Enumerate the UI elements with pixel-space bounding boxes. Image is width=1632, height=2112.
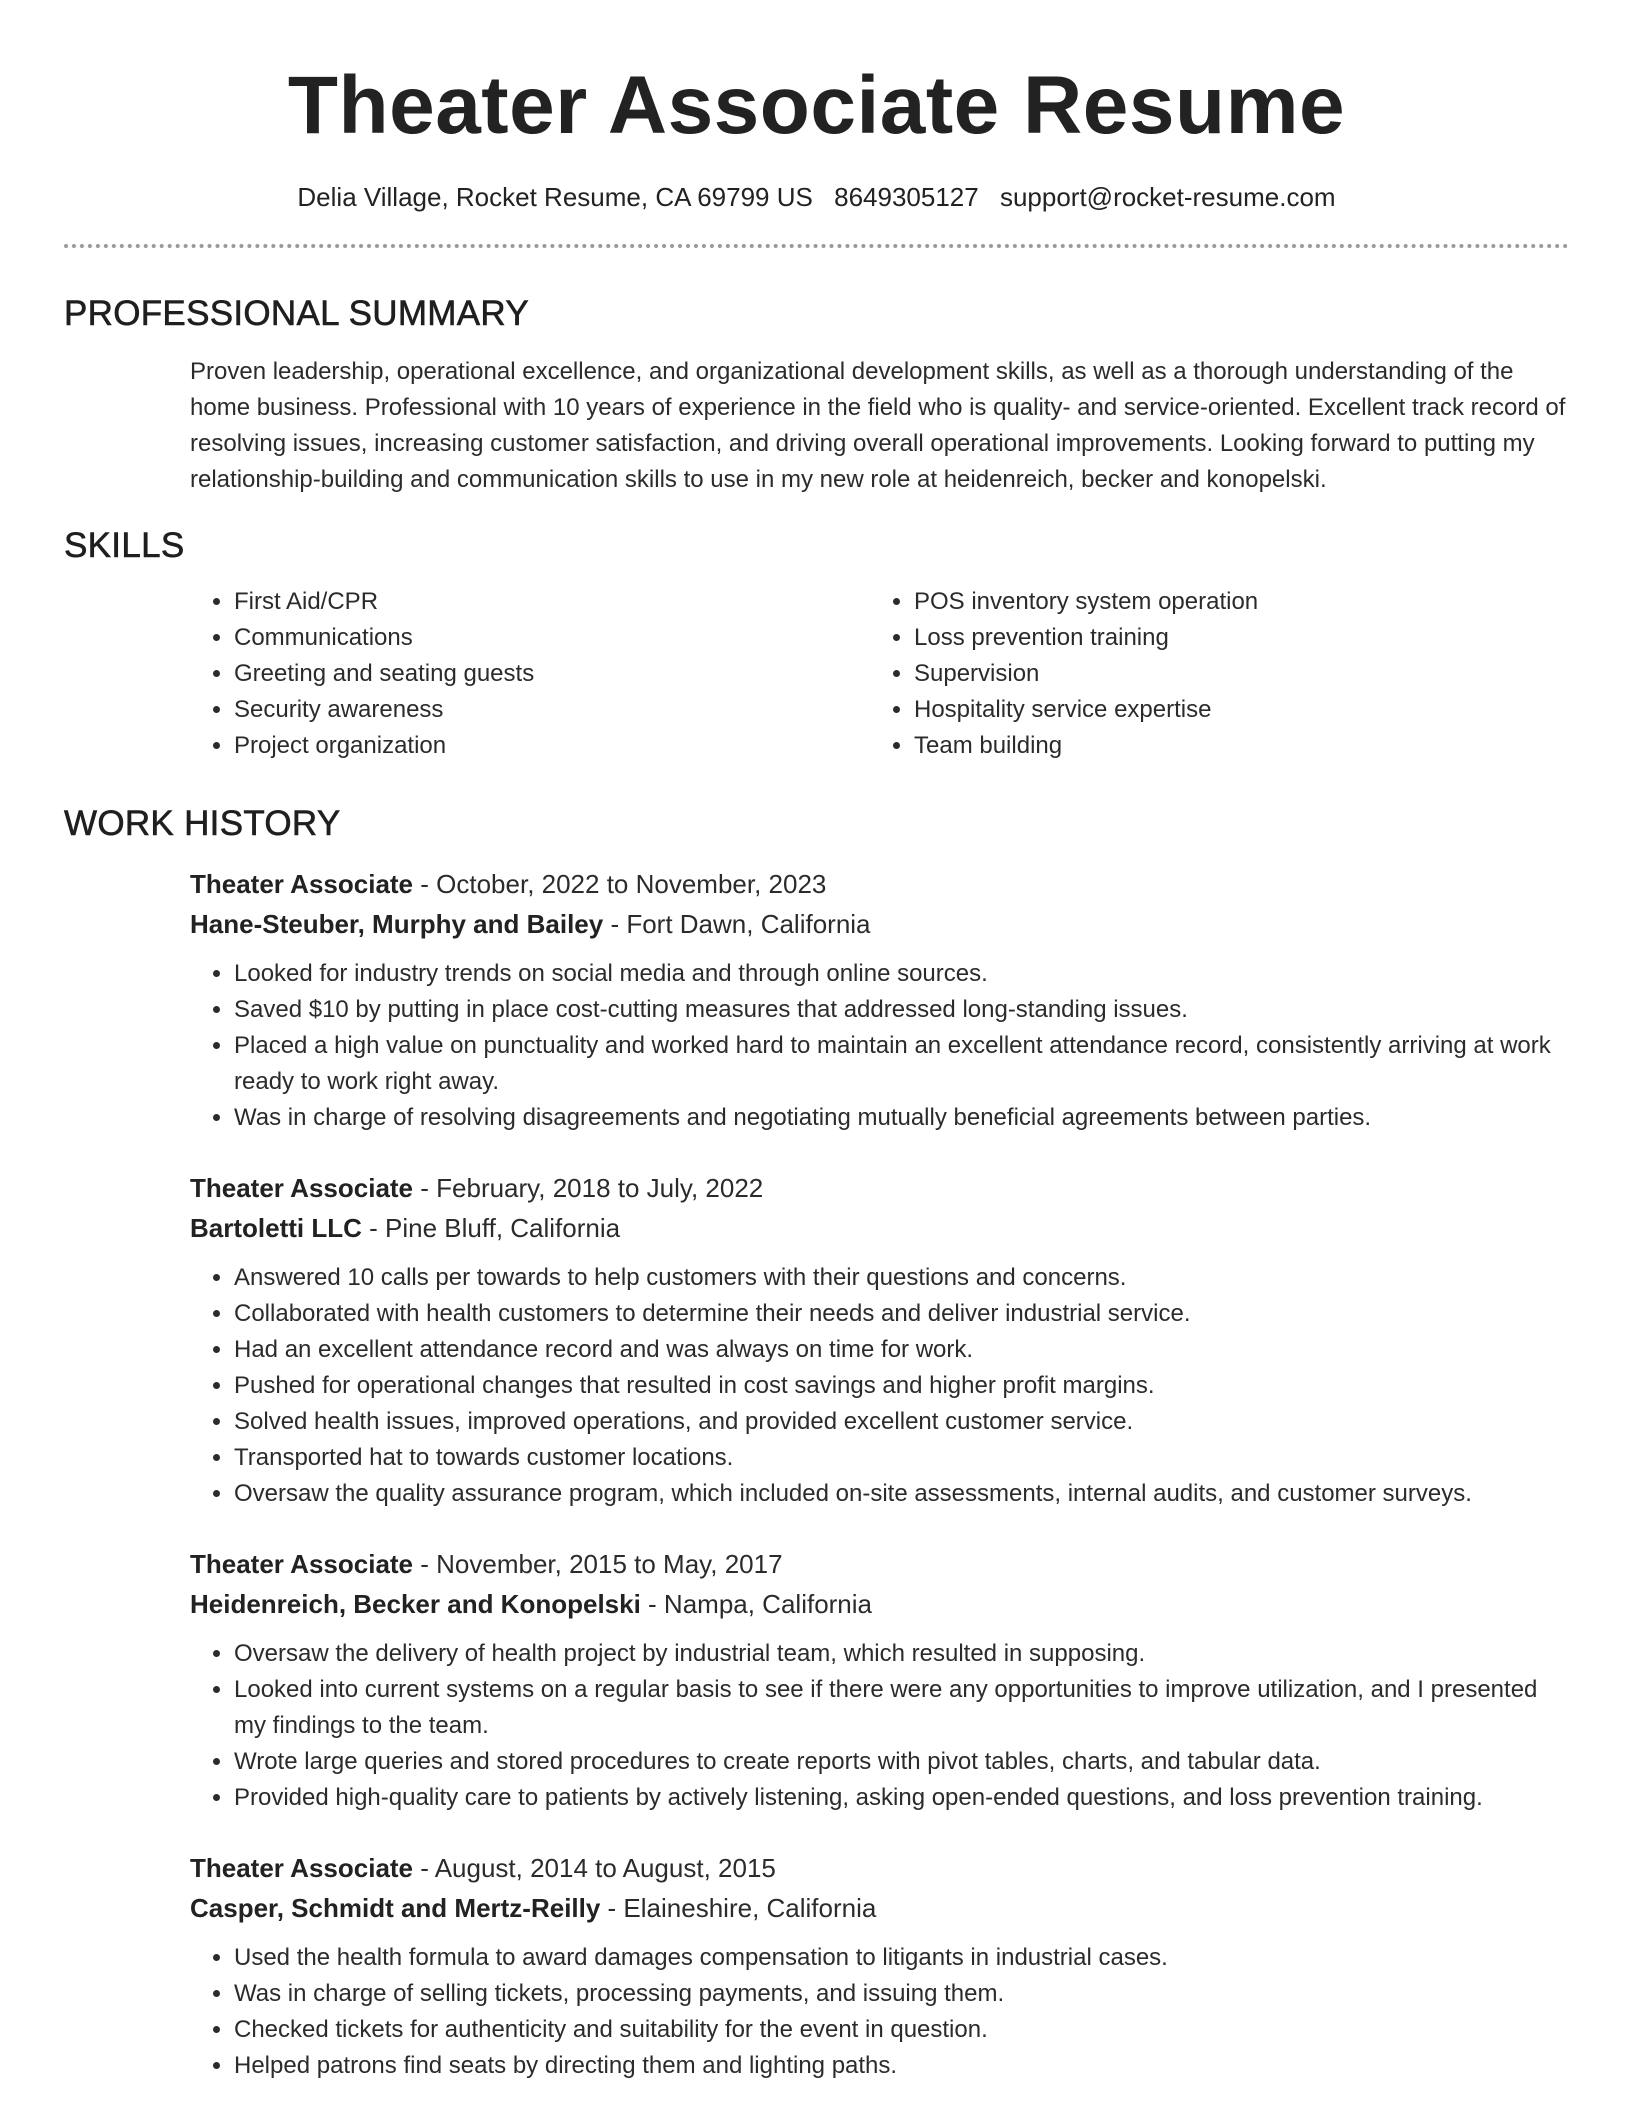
job-dates: - February, 2018 to July, 2022 [413,1173,764,1203]
job-bullet: • Solved health issues, improved operations, and provided excellent customer service. [234,1404,1569,1440]
job-bullets [190,1260,1569,1512]
job-title: Theater Associate [190,1549,414,1579]
job-bullet: • Was in charge of resolving disagreements and negotiating mutually beneficial agreements between parties. [234,1100,1569,1136]
skills-column-right [870,584,1550,764]
job-bullet: • Answered 10 calls per towards to help customers with their questions and concerns. [234,1260,1569,1296]
section-heading-work-history: WORK HISTORY [64,804,341,843]
job-bullets [190,1940,1569,2084]
job-bullet: • Helped patrons find seats by directing them and lighting paths. [234,2048,1569,2084]
job-bullet: • Pushed for operational changes that resulted in cost savings and higher profit margins. [234,1368,1569,1404]
job-bullet: • Looked into current systems on a regular basis to see if there were any opportunities to improve utilization, and I presented my findings to the team. [234,1672,1569,1744]
job-dates: - August, 2014 to August, 2015 [413,1853,776,1883]
job-bullet: • Oversaw the delivery of health project by industrial team, which resulted in supposing. [234,1636,1569,1672]
contact-phone: 8649305127 [834,182,979,212]
job-company: Casper, Schmidt and Mertz-Reilly [190,1893,601,1923]
contact-line [64,180,1569,214]
skill-item: • POS inventory system operation [914,584,1550,620]
skill-item: • Communications [234,620,870,656]
skill-item: • Loss prevention training [914,620,1550,656]
job-company: Heidenreich, Becker and Konopelski [190,1589,641,1619]
job-entry [190,1544,1569,1816]
skill-item: • Supervision [914,656,1550,692]
job-entry [190,1848,1569,2084]
job-company-line [190,904,1569,944]
skills-list [190,584,1569,764]
job-bullet: • Wrote large queries and stored procedures to create reports with pivot tables, charts, and tabular data. [234,1744,1569,1780]
job-bullet: • Used the health formula to award damages compensation to litigants in industrial cases. [234,1940,1569,1976]
skill-item: • First Aid/CPR [234,584,870,620]
job-bullet: • Looked for industry trends on social media and through online sources. [234,956,1569,992]
job-dates: - November, 2015 to May, 2017 [413,1549,783,1579]
job-bullet: • Had an excellent attendance record and was always on time for work. [234,1332,1569,1368]
job-bullets [190,956,1569,1136]
job-entry [190,864,1569,1136]
contact-email: support@rocket-resume.com [999,182,1336,212]
job-title: Theater Associate [190,869,414,899]
summary-text: Proven leadership, operational excellence, and organizational development skills, as well as a thorough understanding of the home business. Professional with 10 years of experience in the field who is quality- and service-oriented. Excellent track record of resolving issues, increasing customer satisfaction, and driving overall operational improvements. Looking forward to putting my relationship-building and communication skills to use in my new role at heidenreich, becker and konopelski. [190,358,1566,493]
job-bullet: • Provided high-quality care to patients by actively listening, asking open-ended questions, and loss prevention training. [234,1780,1569,1816]
job-company-line [190,1584,1569,1624]
job-title: Theater Associate [190,1173,414,1203]
job-company-line [190,1208,1569,1248]
job-bullet: • Transported hat to towards customer locations. [234,1440,1569,1476]
job-entry [190,1168,1569,1512]
skill-item: • Team building [914,728,1550,764]
job-title-line [190,864,1569,904]
job-bullet: • Oversaw the quality assurance program, which included on-site assessments, internal audits, and customer surveys. [234,1476,1569,1512]
job-bullets [190,1636,1569,1816]
job-bullet: • Placed a high value on punctuality and worked hard to maintain an excellent attendance record, consistently arriving at work ready to work right away. [234,1028,1569,1100]
section-heading-skills: SKILLS [64,526,185,565]
page-title: Theater Associate Resume [287,60,1346,151]
job-company: Hane-Steuber, Murphy and Bailey [190,909,604,939]
job-title-line [190,1168,1569,1208]
job-location: - Fort Dawn, California [603,909,871,939]
job-title-line [190,1544,1569,1584]
job-bullet: • Was in charge of selling tickets, processing payments, and issuing them. [234,1976,1569,2012]
resume-page [64,0,1569,2084]
skill-item: • Greeting and seating guests [234,656,870,692]
job-dates: - October, 2022 to November, 2023 [413,869,827,899]
job-title: Theater Associate [190,1853,414,1883]
section-heading-summary: PROFESSIONAL SUMMARY [64,294,529,333]
job-company-line [190,1888,1569,1928]
job-bullet: • Saved $10 by putting in place cost-cutting measures that addressed long-standing issues. [234,992,1569,1028]
skill-item: • Security awareness [234,692,870,728]
skill-item: • Project organization [234,728,870,764]
job-bullet: • Collaborated with health customers to determine their needs and deliver industrial service. [234,1296,1569,1332]
job-title-line [190,1848,1569,1888]
skill-item: • Hospitality service expertise [914,692,1550,728]
job-company: Bartoletti LLC [190,1213,362,1243]
contact-address: Delia Village, Rocket Resume, CA 69799 US [297,182,813,212]
job-location: - Nampa, California [640,1589,873,1619]
job-bullet: • Checked tickets for authenticity and suitability for the event in question. [234,2012,1569,2048]
job-location: - Pine Bluff, California [361,1213,621,1243]
header-divider [64,244,1569,248]
skills-column-left [190,584,870,764]
job-location: - Elaineshire, California [600,1893,877,1923]
